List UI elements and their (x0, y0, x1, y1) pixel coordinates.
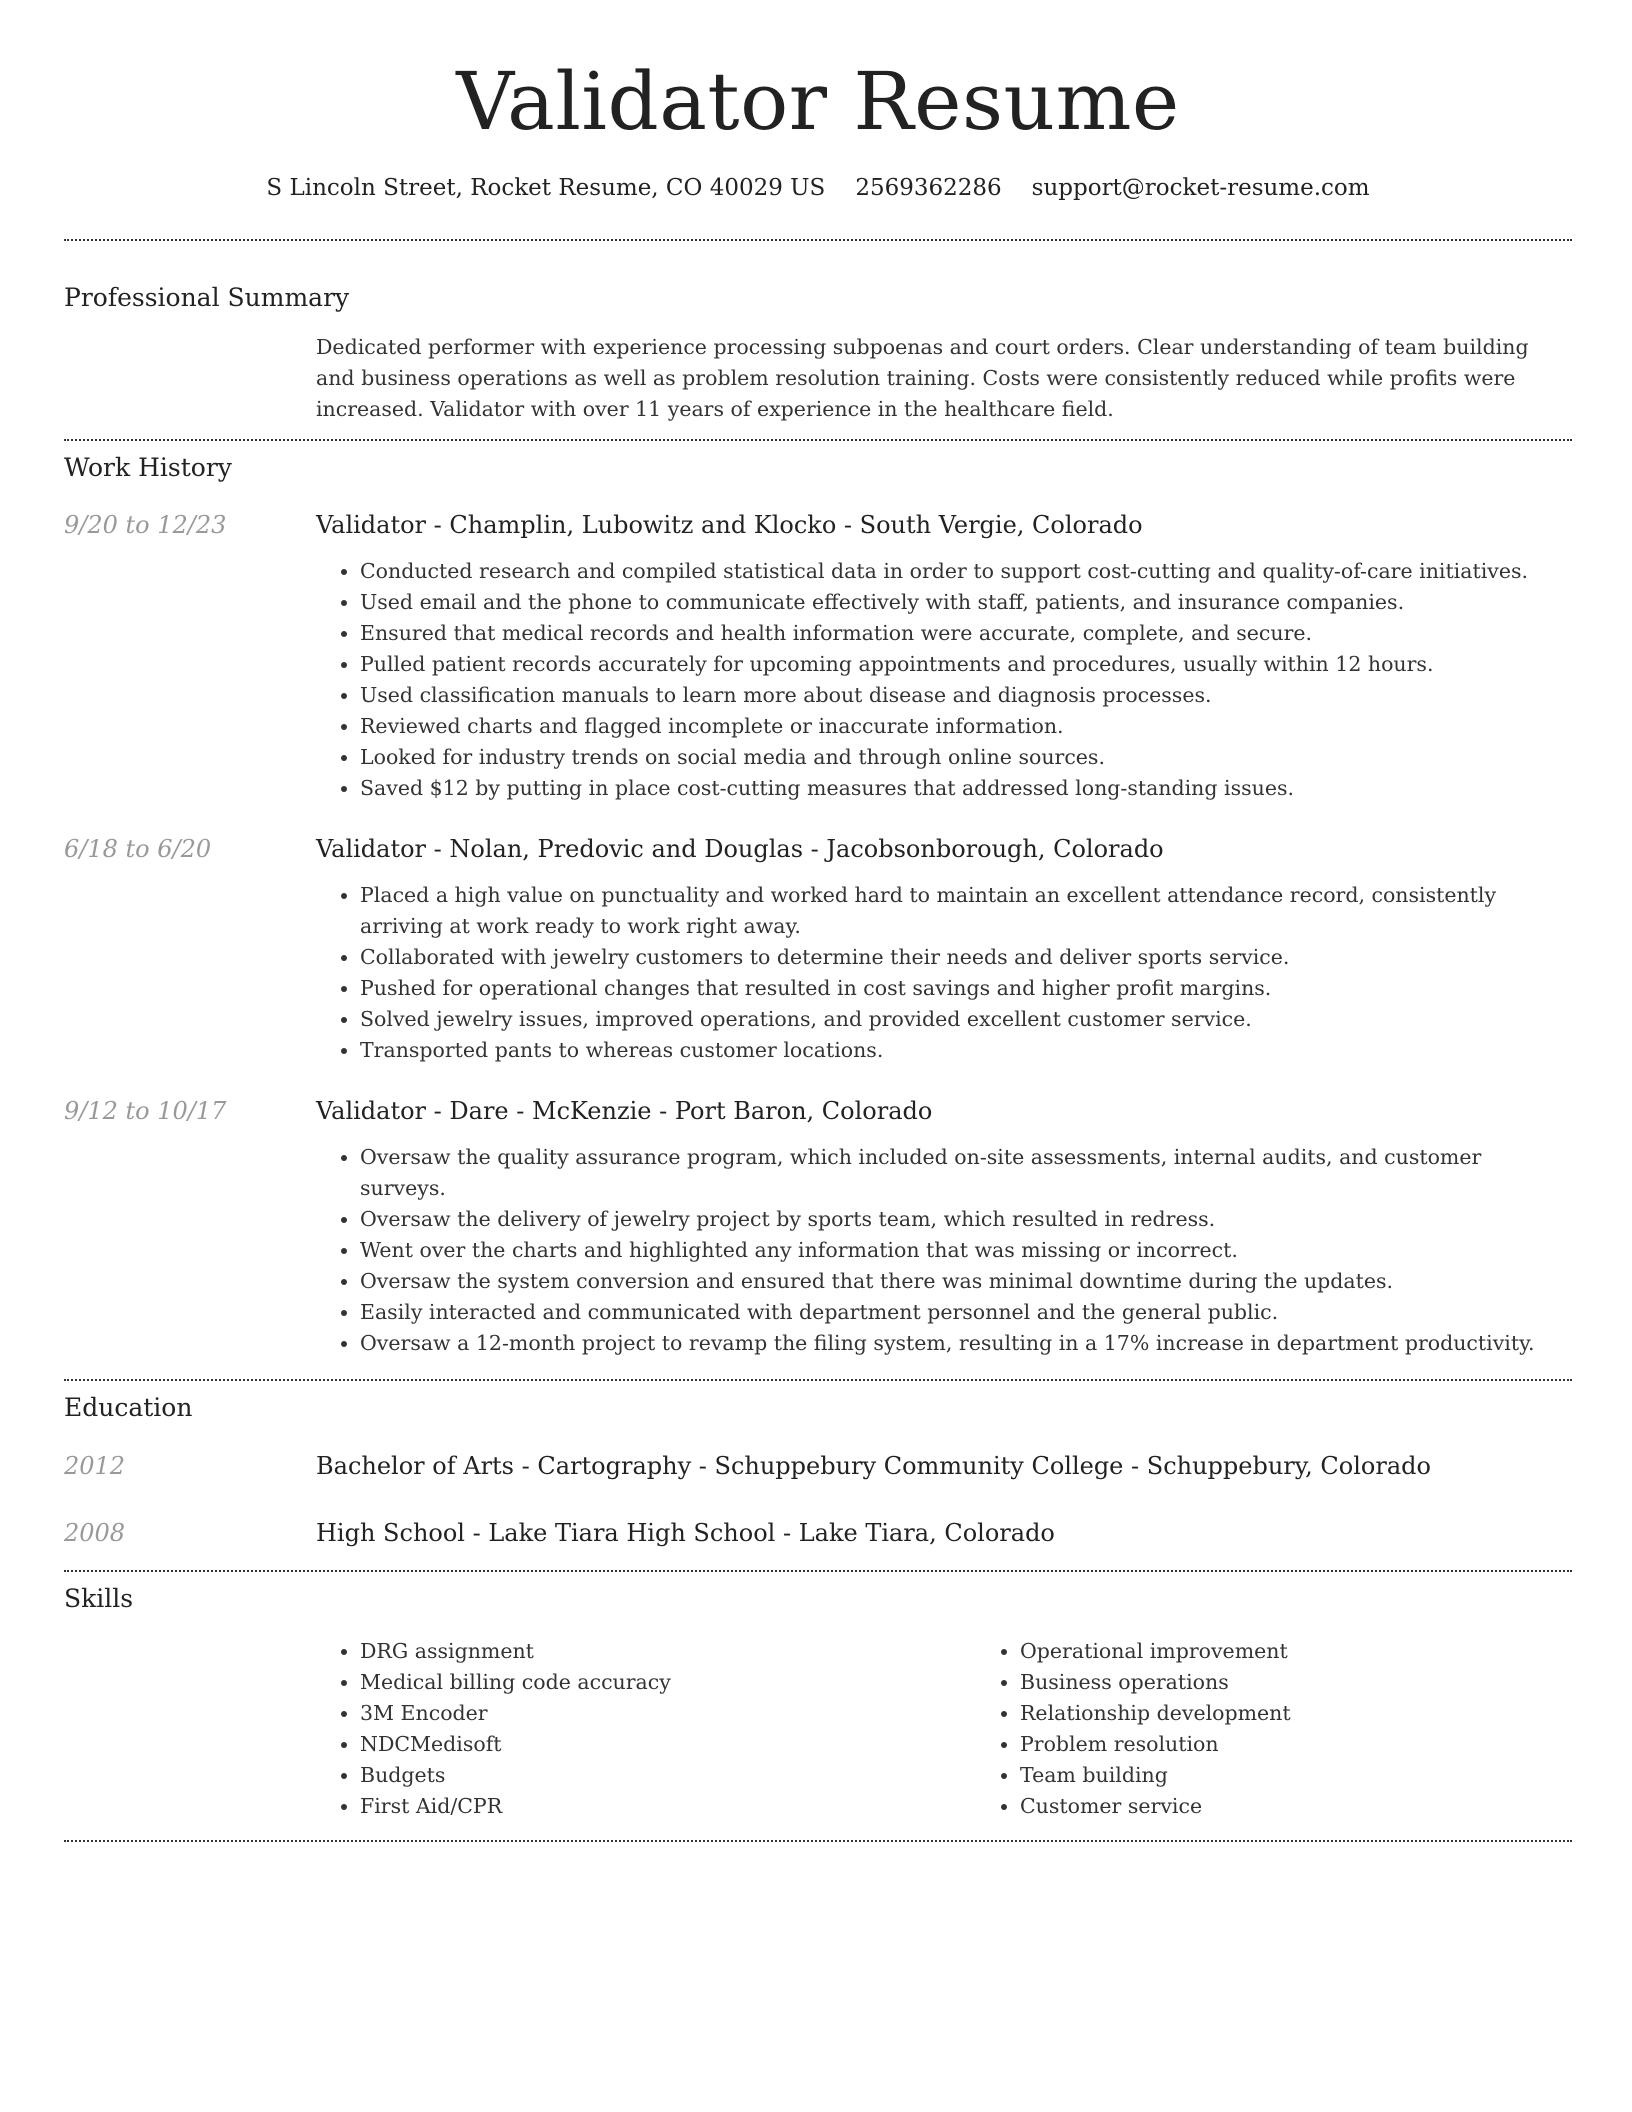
job-heading: Validator - Dare - McKenzie - Port Baron, Colorado (316, 1097, 933, 1125)
list-item: • Oversaw the delivery of jewelry project by sports team, which resulted in redress. (360, 1204, 1572, 1235)
list-item: • Went over the charts and highlighted any information that was missing or incorrect. (360, 1235, 1572, 1266)
list-item: • Conducted research and compiled statistical data in order to support cost-cutting and quality-of-care initiatives. (360, 556, 1572, 587)
education-year: 2008 (64, 1519, 126, 1547)
list-item: • Ensured that medical records and health information were accurate, complete, and secure. (360, 618, 1572, 649)
skills-list-right (976, 1636, 1632, 1822)
skills-row (64, 1636, 1572, 1822)
section-title-summary: Professional Summary (64, 283, 350, 312)
education-heading: Bachelor of Arts - Cartography - Schuppebury Community College - Schuppebury, Colorado (316, 1452, 1431, 1480)
skill-item: • DRG assignment (360, 1636, 976, 1667)
job-bullets (316, 556, 1572, 804)
education-heading: High School - Lake Tiara High School - Lake Tiara, Colorado (316, 1519, 1055, 1547)
skill-item: • Relationship development (1020, 1698, 1632, 1729)
job-dates: 9/20 to 12/23 (64, 511, 227, 539)
contact-phone: 2569362286 (855, 175, 1002, 201)
summary-row (64, 332, 1572, 425)
contact-line (64, 172, 1572, 204)
skill-item: • 3M Encoder (360, 1698, 976, 1729)
job-dates: 6/18 to 6/20 (64, 835, 212, 863)
skill-item: • First Aid/CPR (360, 1791, 976, 1822)
education-entry (64, 1449, 1572, 1483)
job-entry (64, 832, 1572, 1066)
section-title-education: Education (64, 1393, 193, 1422)
list-item: • Collaborated with jewelry customers to determine their needs and deliver sports service. (360, 942, 1572, 973)
job-bullets (316, 1142, 1572, 1359)
skill-item: • Medical billing code accuracy (360, 1667, 976, 1698)
skill-item: • Problem resolution (1020, 1729, 1632, 1760)
skill-item: • Customer service (1020, 1791, 1632, 1822)
list-item: • Easily interacted and communicated with department personnel and the general public. (360, 1297, 1572, 1328)
divider (64, 239, 1572, 241)
job-dates: 9/12 to 10/17 (64, 1097, 227, 1125)
education-year: 2012 (64, 1452, 126, 1480)
list-item: • Reviewed charts and flagged incomplete or inaccurate information. (360, 711, 1572, 742)
list-item: • Oversaw the system conversion and ensured that there was minimal downtime during the updates. (360, 1266, 1572, 1297)
education-entry (64, 1516, 1572, 1550)
job-entry (64, 1094, 1572, 1359)
work-history-section (64, 451, 1572, 1359)
list-item: • Used email and the phone to communicate effectively with staff, patients, and insurance companies. (360, 587, 1572, 618)
divider (64, 439, 1572, 441)
summary-text: Dedicated performer with experience processing subpoenas and court orders. Clear understanding of team building and business operations as well as problem resolution training. Costs were consistently reduced while profits were increased. Validator with over 11 years of experience in the healthcare field. (316, 335, 1529, 421)
divider (64, 1379, 1572, 1381)
contact-email: support@rocket-resume.com (1031, 175, 1370, 201)
skill-item: • Budgets (360, 1760, 976, 1791)
list-item: • Pulled patient records accurately for upcoming appointments and procedures, usually within 12 hours. (360, 649, 1572, 680)
section-title-work-history: Work History (64, 453, 232, 482)
section-title-skills: Skills (64, 1584, 134, 1613)
skill-item: • NDCMedisoft (360, 1729, 976, 1760)
skill-item: • Team building (1020, 1760, 1632, 1791)
list-item: • Looked for industry trends on social media and through online sources. (360, 742, 1572, 773)
list-item: • Transported pants to whereas customer locations. (360, 1035, 1572, 1066)
list-item: • Placed a high value on punctuality and worked hard to maintain an excellent attendance record, consistently arriving at work ready to work right away. (360, 880, 1572, 942)
list-item: • Oversaw a 12-month project to revamp the filing system, resulting in a 17% increase in department productivity. (360, 1328, 1572, 1359)
divider (64, 1570, 1572, 1572)
contact-address: S Lincoln Street, Rocket Resume, CO 40029 US (266, 175, 826, 201)
education-section (64, 1391, 1572, 1550)
skill-item: • Operational improvement (1020, 1636, 1632, 1667)
job-bullets (316, 880, 1572, 1066)
skills-list-left (316, 1636, 976, 1822)
job-heading: Validator - Nolan, Predovic and Douglas - Jacobsonborough, Colorado (316, 835, 1164, 863)
list-item: • Saved $12 by putting in place cost-cutting measures that addressed long-standing issues. (360, 773, 1572, 804)
skill-item: • Business operations (1020, 1667, 1632, 1698)
divider (64, 1840, 1572, 1842)
list-item: • Oversaw the quality assurance program, which included on-site assessments, internal audits, and customer surveys. (360, 1142, 1572, 1204)
skills-section (64, 1582, 1572, 1822)
list-item: • Solved jewelry issues, improved operations, and provided excellent customer service. (360, 1004, 1572, 1035)
summary-section (64, 281, 1572, 425)
job-entry (64, 508, 1572, 804)
list-item: • Used classification manuals to learn more about disease and diagnosis processes. (360, 680, 1572, 711)
list-item: • Pushed for operational changes that resulted in cost savings and higher profit margins. (360, 973, 1572, 1004)
resume-page (64, 0, 1572, 1842)
resume-title: Validator Resume (456, 55, 1180, 148)
job-heading: Validator - Champlin, Lubowitz and Klocko - South Vergie, Colorado (316, 511, 1143, 539)
